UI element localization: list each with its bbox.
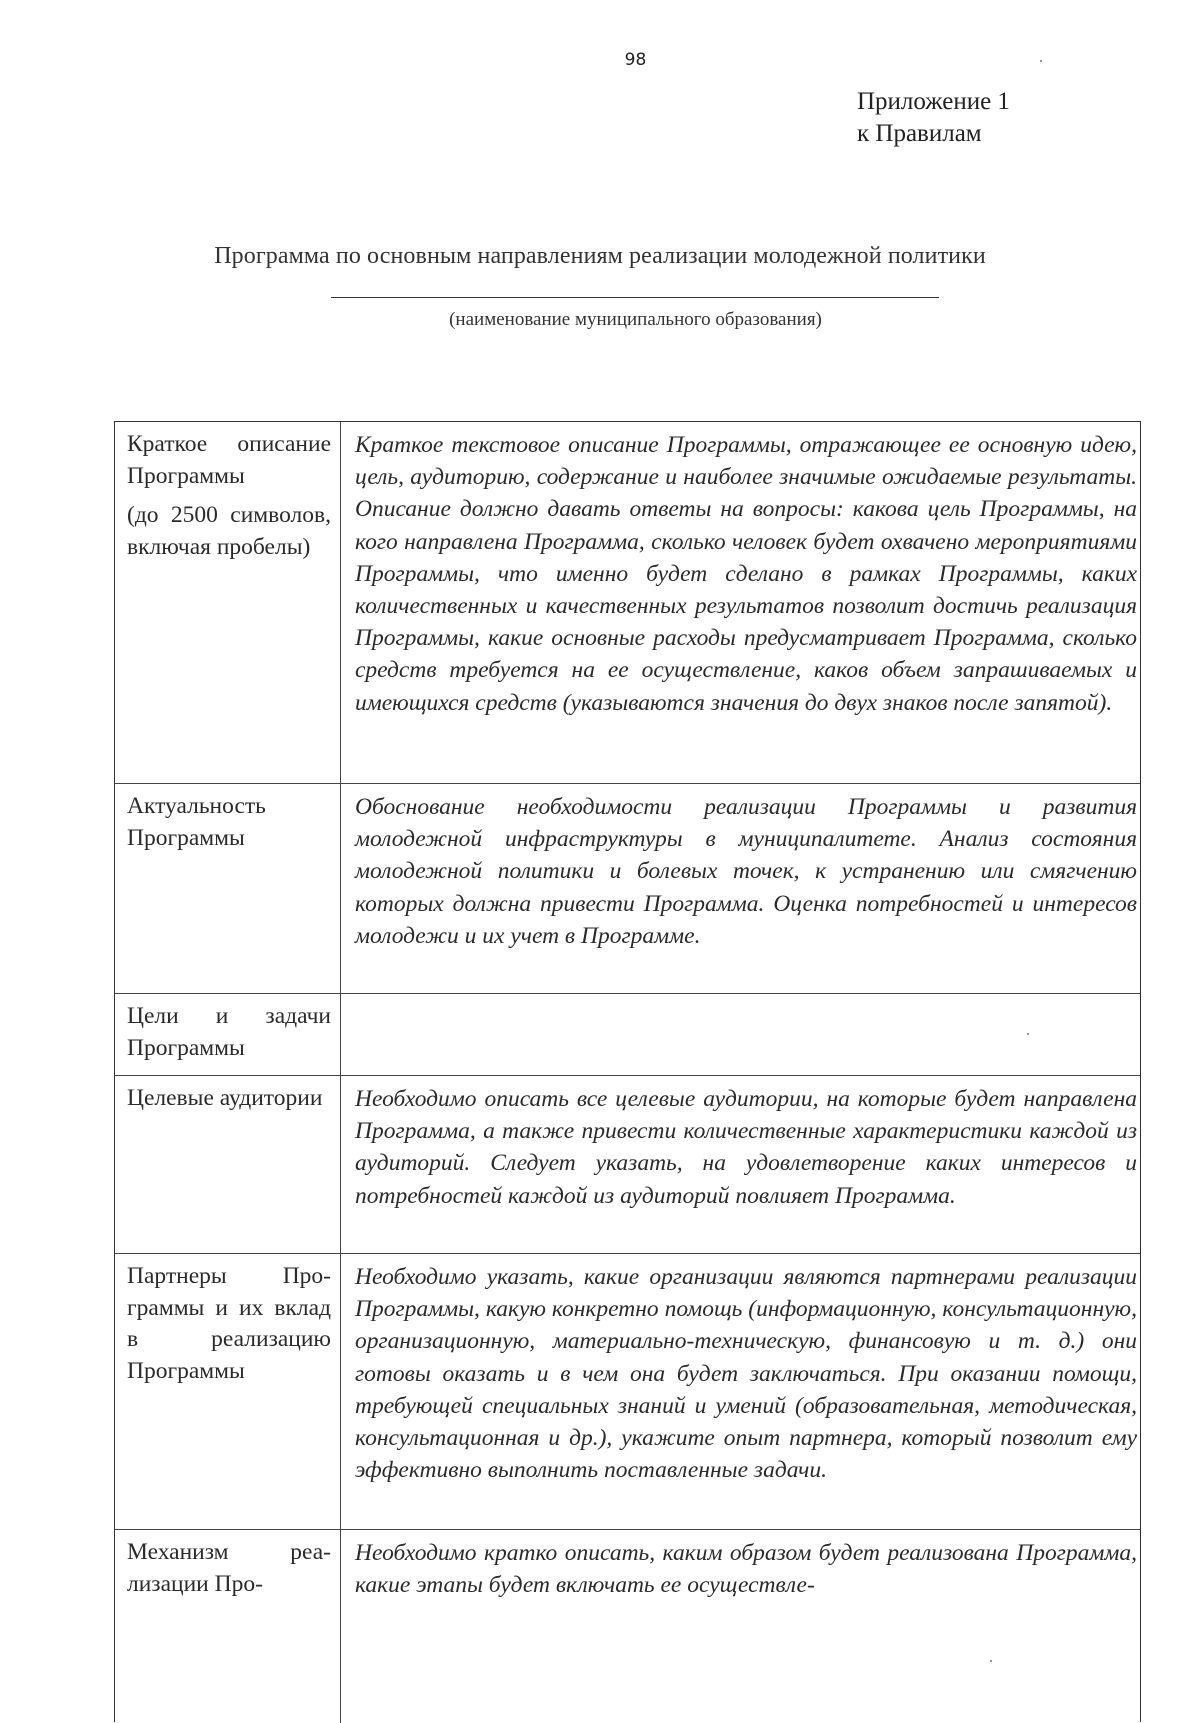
column-divider bbox=[340, 1530, 341, 1723]
row-label: Цели и задачи Программы bbox=[127, 1003, 331, 1061]
scan-speck bbox=[1027, 1033, 1029, 1035]
page-number: 98 bbox=[624, 50, 647, 70]
appendix-line-2: к Правилам bbox=[857, 120, 982, 147]
document-title: Программа по основным направлениям реализации молодежной политики bbox=[214, 243, 986, 269]
row-description: Необходимо кратко описать, каким образом будет реализована Программа, какие этапы будет включать ее осуществле- bbox=[355, 1540, 1137, 1599]
table-row-relevance bbox=[115, 784, 1140, 994]
column-divider bbox=[340, 1254, 341, 1529]
column-divider bbox=[340, 422, 341, 783]
column-divider bbox=[340, 1076, 341, 1253]
appendix-note bbox=[857, 86, 1010, 150]
table-row-goals bbox=[115, 994, 1140, 1076]
row-label: Актуальность Программы bbox=[127, 793, 266, 851]
row-description: Краткое текстовое описание Программы, отражающее ее основную идею, цель, аудиторию, содержание и наиболее значимые ожидаемые результаты. Описание должно давать ответы на вопросы: какова цель Программы, на кого направлена Программа, сколько человек будет охвачено мероприятиями Программы, что именно будет сделано в рамках Программы, каких количественных и качественных результатов позволит достичь реализация Программы, какие основные расходы предусматривает Программа, сколько средств требуется на ее осуществление, каков объем запрашиваемых и имеющихся средств (указываются значения до двух знаков после запятой). bbox=[355, 432, 1137, 716]
row-label: Целевые аудитории bbox=[127, 1085, 323, 1111]
column-divider bbox=[340, 994, 341, 1075]
municipality-name-line bbox=[331, 297, 939, 298]
appendix-line-1: Приложение 1 bbox=[857, 88, 1010, 115]
scan-speck bbox=[990, 1660, 992, 1662]
table-row-partners bbox=[115, 1254, 1140, 1530]
table-row-target-audiences bbox=[115, 1076, 1140, 1254]
row-label-text: Краткое описание Программы bbox=[127, 431, 331, 489]
row-description: Обоснование необходимости реализации Программы и развития молодежной инфраструктуры в муниципалитете. Анализ состояния молодежной политики и болевых точек, к устранению или смягчению которых должна привести Программа. Оценка потребностей и интересов молодежи и их учет в Программе. bbox=[355, 794, 1137, 949]
row-description: Необходимо указать, какие организации являются партнерами реализации Программы, какую конкретно помощь (информационную, консультационную, организационную, материально-техническую, финансовую и т. д.) они готовы оказать и в чем она будет заключаться. При оказании помощи, требующей специальных знаний и умений (образовательная, методическая, консультационная и др.), укажите опыт партнера, который позволит ему эффективно выполнить поставленные задачи. bbox=[355, 1264, 1137, 1484]
table-row-mechanism bbox=[115, 1530, 1140, 1723]
row-description: Необходимо описать все целевые аудитории, на которые будет направлена Программа, а также привести количественные характеристики каждой из аудиторий. Следует указать, на удовлетворение каких интересов и потребностей каждой из аудиторий повлияет Программа. bbox=[355, 1086, 1137, 1209]
column-divider bbox=[340, 784, 341, 993]
municipality-name-caption: (наименование муниципального образования) bbox=[449, 309, 822, 330]
table-row-brief-description bbox=[115, 422, 1140, 784]
row-label: Механизм реализации Про- bbox=[127, 1539, 331, 1597]
row-sublabel-text: (до 2500 символов, включая пробелы) bbox=[127, 502, 331, 560]
row-label: Партнеры Программы и их вклад в реализацию Программы bbox=[127, 1263, 331, 1384]
program-table bbox=[114, 421, 1141, 1722]
row-label bbox=[127, 429, 331, 563]
scan-speck bbox=[1040, 60, 1042, 62]
